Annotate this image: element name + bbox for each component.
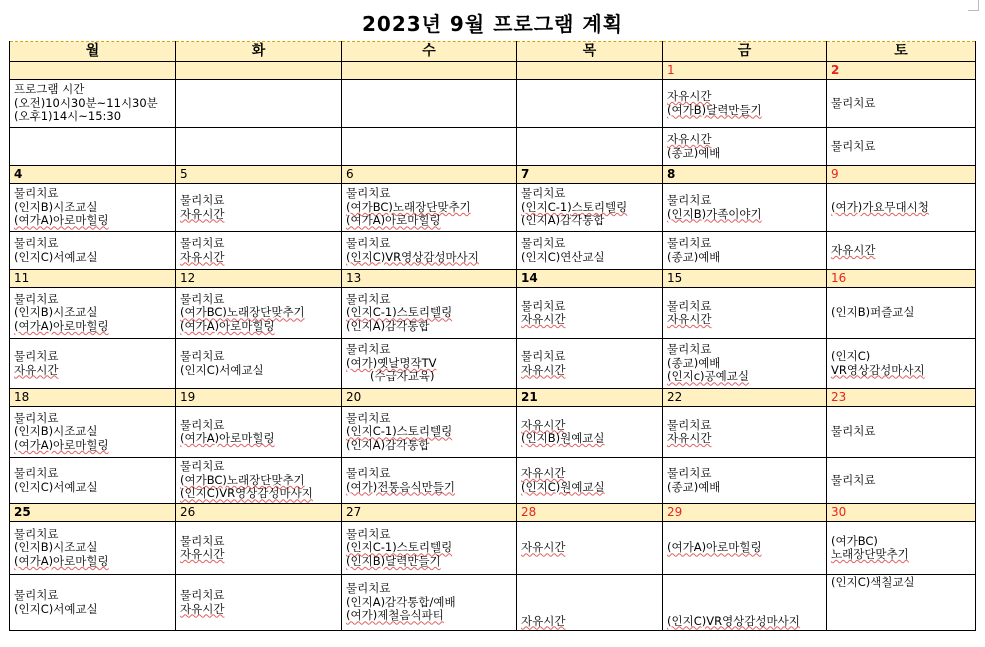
program-line: (인지B)시조교실 — [14, 540, 98, 555]
program-row — [10, 458, 976, 504]
program-line: (여가A)아로마힐링 — [14, 437, 109, 452]
date-cell: 4 — [10, 166, 176, 184]
program-line: (인지C)연산교실 — [521, 249, 605, 264]
program-cell — [342, 522, 517, 575]
program-line: (오후1)14시~15:30 — [14, 109, 122, 124]
program-line: (인지C)VR영상감성마사지 — [346, 249, 479, 264]
program-cell — [176, 288, 342, 339]
program-line: 물리치료 — [14, 410, 59, 425]
program-cell — [827, 575, 976, 631]
program-row — [10, 128, 976, 166]
program-line: (인지B)원예교실 — [521, 431, 605, 445]
date-cell: 5 — [176, 166, 342, 184]
date-cell: 13 — [342, 270, 517, 288]
program-line: (여가A)아로마힐링 — [180, 318, 275, 333]
program-line: 물리치료 — [346, 581, 391, 596]
program-cell — [176, 232, 342, 270]
program-cell — [827, 184, 976, 232]
program-line: (오전)10시30분~11시30분 — [14, 95, 158, 110]
program-line: 노래장단맞추기 — [831, 547, 909, 561]
program-line: (여가A)아로마힐링 — [346, 213, 441, 228]
program-line: 물리치료 — [346, 466, 391, 480]
program-line: 물리치료 — [831, 472, 876, 487]
program-cell — [10, 184, 176, 232]
program-cell — [663, 407, 827, 458]
program-line: (인지A)감각통합 — [521, 213, 605, 228]
program-cell — [342, 458, 517, 504]
weekday-header: 목 — [517, 42, 663, 62]
date-cell: 22 — [663, 389, 827, 407]
page-title: 2023년 9월 프로그램 계획 — [361, 12, 624, 36]
date-cell — [10, 62, 176, 80]
program-line: 물리치료 — [521, 236, 566, 250]
program-line: 물리치료 — [667, 193, 712, 207]
program-line: (인지C)서예교실 — [14, 601, 98, 616]
program-line: 물리치료 — [667, 417, 712, 432]
program-cell — [517, 458, 663, 504]
program-row — [10, 522, 976, 575]
weekday-header: 금 — [663, 42, 827, 62]
date-cell: 18 — [10, 389, 176, 407]
program-line: (인지C)VR영상감성마사지 — [667, 613, 800, 628]
program-cell — [342, 80, 517, 128]
program-cell — [827, 80, 976, 128]
program-cell — [176, 339, 342, 389]
program-line: 물리치료 — [346, 291, 391, 306]
date-cell: 27 — [342, 504, 517, 522]
program-cell — [10, 522, 176, 575]
program-cell — [176, 575, 342, 631]
program-line: 물리치료 — [667, 236, 712, 250]
program-line: 자유시간 — [667, 431, 712, 445]
program-cell — [517, 575, 663, 631]
date-cell: 15 — [663, 270, 827, 288]
program-line: 자유시간 — [180, 601, 225, 616]
date-cell — [176, 62, 342, 80]
program-cell — [176, 458, 342, 504]
program-cell — [10, 458, 176, 504]
program-line: (수급자교육) — [370, 369, 435, 384]
program-line: (인지c)공예교실 — [667, 369, 749, 384]
program-line: (인지C)서예교실 — [180, 362, 264, 377]
program-line: 자유시간 — [14, 362, 59, 377]
program-row — [10, 339, 976, 389]
weekday-header: 토 — [827, 42, 976, 62]
program-line: (여가A)아로마힐링 — [14, 553, 109, 568]
program-line: (여가A)아로마힐링 — [667, 540, 762, 555]
calendar-table — [9, 41, 976, 631]
program-line: 물리치료 — [521, 186, 566, 201]
program-cell — [517, 80, 663, 128]
program-line: 물리치료 — [14, 291, 59, 306]
program-cell — [827, 339, 976, 389]
program-line: 자유시간 — [180, 547, 225, 561]
program-cell — [663, 288, 827, 339]
program-line: 자유시간 — [521, 417, 566, 432]
program-cell — [10, 407, 176, 458]
program-line: (인지C) — [831, 349, 871, 363]
program-line: 자유시간 — [521, 540, 566, 555]
program-line: (여가)옛날명작TV — [346, 355, 437, 370]
program-cell — [517, 128, 663, 166]
program-line: (여가)가요무대시청 — [831, 199, 929, 214]
date-cell: 23 — [827, 389, 976, 407]
program-cell — [663, 458, 827, 504]
program-cell — [176, 80, 342, 128]
date-cell — [517, 62, 663, 80]
program-line: 물리치료 — [831, 138, 876, 153]
program-cell — [342, 407, 517, 458]
program-line: (인지B)시조교실 — [14, 305, 98, 320]
program-line: (종교)예배 — [667, 355, 721, 370]
program-line: (여가BC) — [831, 533, 878, 548]
program-line: 물리치료 — [180, 417, 225, 432]
program-line: (여가)제철음식파티 — [346, 608, 444, 623]
program-line: (인지C)서예교실 — [14, 479, 98, 494]
program-line: 물리치료 — [14, 526, 59, 541]
program-line: (종교)예배 — [667, 145, 721, 160]
program-line: 자유시간 — [521, 312, 566, 326]
date-cell: 12 — [176, 270, 342, 288]
program-line: 물리치료 — [180, 291, 225, 306]
date-row — [10, 62, 976, 80]
program-line: 물리치료 — [346, 236, 391, 250]
program-cell — [663, 232, 827, 270]
program-line: 프로그램 시간 — [14, 82, 85, 97]
program-row — [10, 288, 976, 339]
program-line: 물리치료 — [14, 349, 59, 363]
program-cell — [176, 184, 342, 232]
program-line: (종교)예배 — [667, 249, 721, 264]
program-line: (인지C-1)스토리텔링 — [346, 540, 453, 555]
program-line: 물리치료 — [180, 236, 225, 250]
program-line: (여가A)아로마힐링 — [180, 431, 275, 445]
program-line: (인지C)VR영상감성마사지 — [180, 486, 313, 501]
program-line: (인지B)시조교실 — [14, 199, 98, 214]
program-cell — [827, 458, 976, 504]
date-row — [10, 270, 976, 288]
program-line: 물리치료 — [14, 236, 59, 250]
program-cell — [827, 522, 976, 575]
program-line: 물리치료 — [14, 186, 59, 201]
program-line: 물리치료 — [831, 424, 876, 439]
program-line: 물리치료 — [14, 588, 59, 602]
program-cell — [10, 288, 176, 339]
date-cell: 8 — [663, 166, 827, 184]
program-row — [10, 232, 976, 270]
program-cell — [827, 128, 976, 166]
program-cell — [10, 575, 176, 631]
date-row — [10, 166, 976, 184]
program-line: 자유시간 — [667, 132, 712, 146]
date-cell: 9 — [827, 166, 976, 184]
program-cell — [517, 232, 663, 270]
program-line: (인지C-1)스토리텔링 — [521, 199, 628, 214]
program-row — [10, 80, 976, 128]
program-cell — [517, 522, 663, 575]
program-line: 물리치료 — [346, 342, 391, 357]
program-line: 물리치료 — [521, 349, 566, 363]
date-cell: 29 — [663, 504, 827, 522]
program-line: 자유시간 — [180, 206, 225, 221]
program-cell — [663, 128, 827, 166]
program-cell — [10, 232, 176, 270]
program-line: (여가A)아로마힐링 — [14, 318, 109, 333]
program-line: 자유시간 — [667, 89, 712, 103]
program-row — [10, 184, 976, 232]
weekday-header-row — [10, 42, 976, 62]
program-cell — [342, 232, 517, 270]
date-cell: 28 — [517, 504, 663, 522]
program-cell — [342, 339, 517, 389]
program-cell — [663, 80, 827, 128]
program-line: 물리치료 — [667, 298, 712, 313]
program-line: (인지B)가족이야기 — [667, 206, 762, 221]
program-line: 물리치료 — [521, 298, 566, 313]
program-line: (인지B)퍼즐교실 — [831, 305, 915, 320]
program-line: (인지A)감각통합 — [346, 437, 430, 452]
date-cell: 26 — [176, 504, 342, 522]
program-cell — [827, 232, 976, 270]
date-cell: 30 — [827, 504, 976, 522]
program-cell — [827, 407, 976, 458]
weekday-header: 화 — [176, 42, 342, 62]
weekday-header: 월 — [10, 42, 176, 62]
program-line: 물리치료 — [667, 466, 712, 480]
program-cell — [342, 288, 517, 339]
program-line: (여가BC)노래장단맞추기 — [180, 305, 305, 320]
program-cell — [176, 128, 342, 166]
program-cell — [663, 522, 827, 575]
program-line: 자유시간 — [667, 312, 712, 326]
program-cell — [517, 407, 663, 458]
program-line: 물리치료 — [346, 526, 391, 541]
program-line: (종교)예배 — [667, 479, 721, 494]
date-row — [10, 504, 976, 522]
program-line: (여가BC)노래장단맞추기 — [180, 472, 305, 487]
date-cell: 20 — [342, 389, 517, 407]
program-cell — [663, 575, 827, 631]
date-cell: 11 — [10, 270, 176, 288]
date-row — [10, 389, 976, 407]
date-cell: 2 — [827, 62, 976, 80]
date-cell: 16 — [827, 270, 976, 288]
date-cell — [342, 62, 517, 80]
program-line: 물리치료 — [180, 459, 225, 474]
date-cell: 1 — [663, 62, 827, 80]
program-line: (인지B)달력만들기 — [346, 553, 441, 568]
program-line: (인지B)시조교실 — [14, 424, 98, 439]
program-cell — [517, 339, 663, 389]
program-line: 물리치료 — [831, 95, 876, 110]
program-cell — [342, 575, 517, 631]
program-line: 물리치료 — [346, 410, 391, 425]
program-line: (인지C)원예교실 — [521, 479, 605, 494]
program-line: 물리치료 — [14, 466, 59, 480]
program-line: (인지A)감각통합/예배 — [346, 594, 456, 609]
program-cell — [517, 288, 663, 339]
program-cell — [10, 128, 176, 166]
date-cell: 21 — [517, 389, 663, 407]
program-cell — [10, 339, 176, 389]
program-line: (여가B)달력만들기 — [667, 102, 762, 117]
program-cell — [176, 407, 342, 458]
program-line: (여가BC)노래장단맞추기 — [346, 199, 471, 214]
program-line: 물리치료 — [180, 533, 225, 548]
program-line: 자유시간 — [180, 249, 225, 264]
program-cell — [663, 184, 827, 232]
program-line: 자유시간 — [831, 242, 876, 257]
program-line: (인지C)서예교실 — [14, 249, 98, 264]
date-cell: 14 — [517, 270, 663, 288]
page-corner-mark — [968, 0, 979, 11]
program-line: 물리치료 — [667, 342, 712, 357]
program-cell — [517, 184, 663, 232]
program-cell — [827, 288, 976, 339]
program-line: (인지C-1)스토리텔링 — [346, 424, 453, 439]
program-cell — [342, 128, 517, 166]
weekday-header: 수 — [342, 42, 517, 62]
program-line: (인지C)색칠교실 — [831, 575, 915, 589]
program-line: (여가)전통음식만들기 — [346, 479, 455, 494]
date-cell: 19 — [176, 389, 342, 407]
program-row — [10, 407, 976, 458]
program-line: (인지C-1)스토리텔링 — [346, 305, 453, 320]
program-line: 자유시간 — [521, 466, 566, 480]
date-cell: 6 — [342, 166, 517, 184]
program-cell — [663, 339, 827, 389]
program-cell — [10, 80, 176, 128]
program-line: 물리치료 — [180, 193, 225, 207]
program-line: 물리치료 — [346, 186, 391, 201]
program-cell — [176, 522, 342, 575]
program-line: (인지A)감각통합 — [346, 318, 430, 333]
program-line: 물리치료 — [180, 588, 225, 602]
program-cell — [342, 184, 517, 232]
program-line: VR영상감성마사지 — [831, 362, 925, 377]
program-line: 물리치료 — [180, 349, 225, 363]
program-row — [10, 575, 976, 631]
program-line: (여가A)아로마힐링 — [14, 213, 109, 228]
program-line: 자유시간 — [521, 362, 566, 377]
date-cell: 7 — [517, 166, 663, 184]
program-line: 자유시간 — [521, 613, 566, 628]
date-cell: 25 — [10, 504, 176, 522]
